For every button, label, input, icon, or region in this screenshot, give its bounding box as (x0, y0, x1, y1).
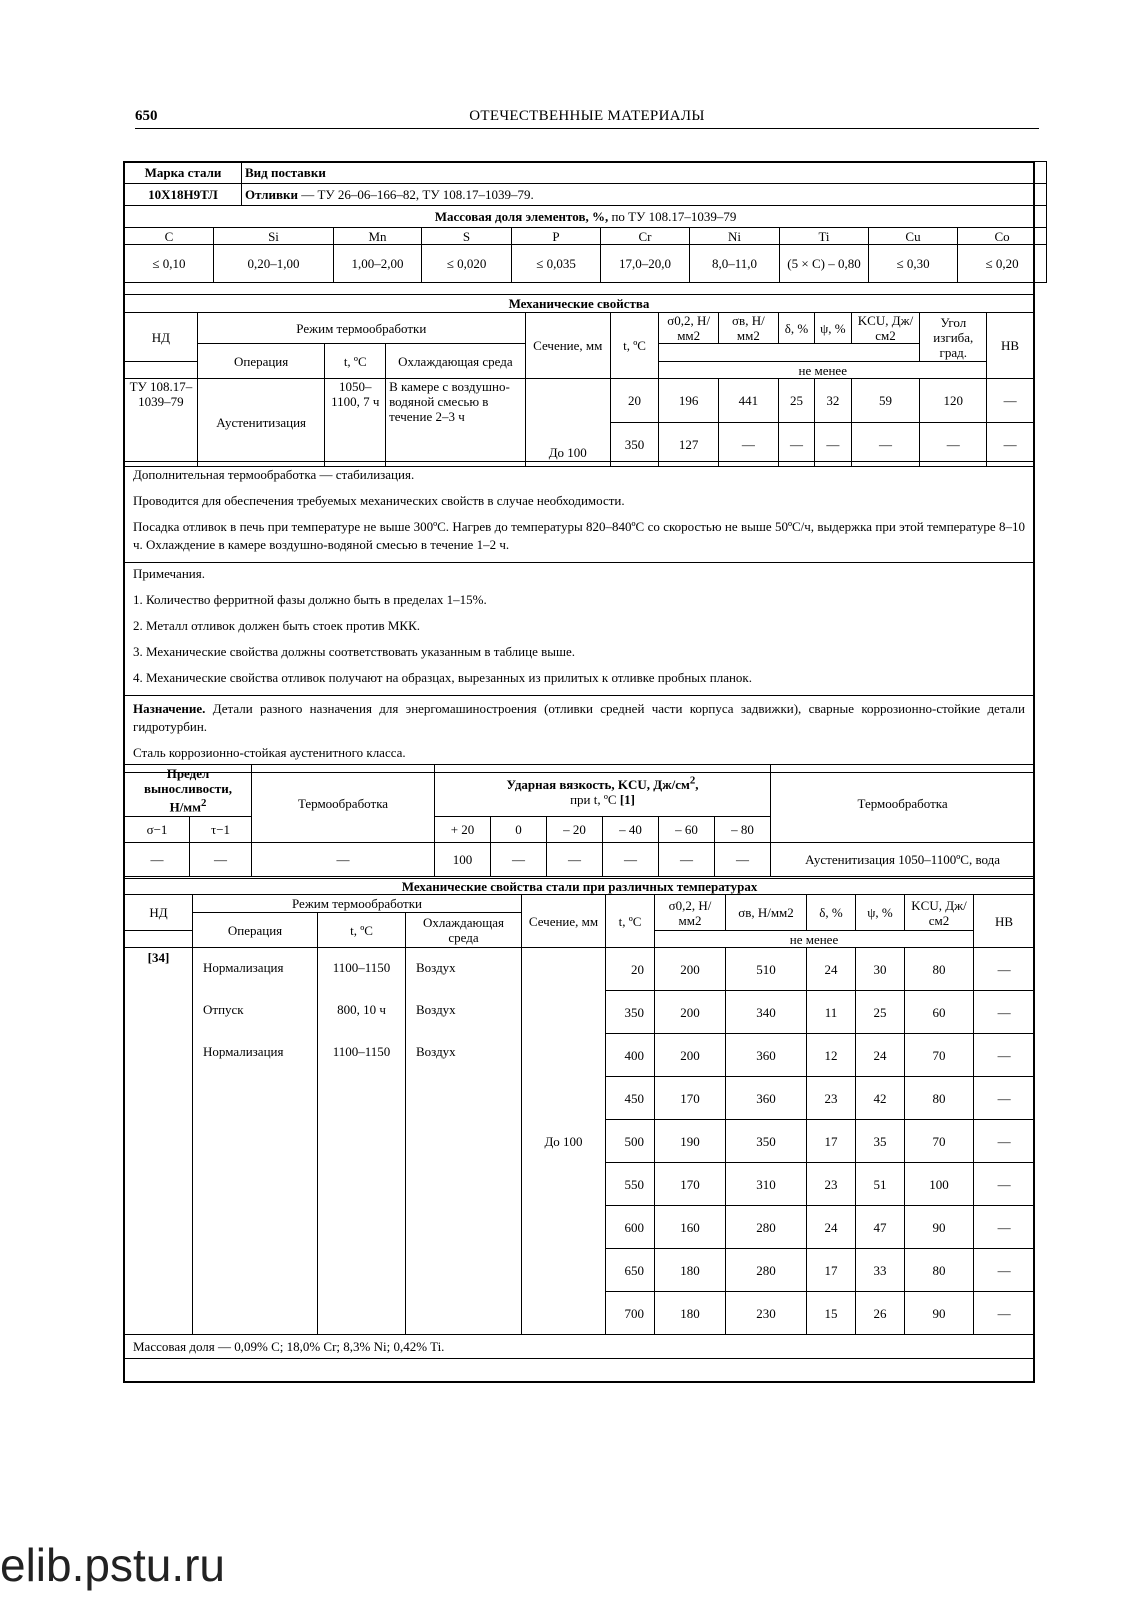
hot-cell: 170 (655, 1163, 726, 1206)
element-s: S (422, 228, 512, 245)
value-co: ≤ 0,20 (958, 245, 1047, 283)
hot-medium: Воздух (416, 1044, 456, 1059)
composition-title: Массовая доля элементов, %, по ТУ 108.17–1039–79 (125, 206, 1047, 228)
fatigue-cell: — (190, 843, 252, 877)
mech-t: 1050–1100, 7 ч (325, 379, 386, 467)
impact-temp: – 80 (715, 817, 771, 843)
hot-cell: 20 (606, 948, 655, 991)
hot-cell: 23 (807, 1163, 856, 1206)
impact-temp: 0 (491, 817, 547, 843)
mech-cell: — (851, 423, 920, 467)
col-temp: t, ºC (606, 895, 655, 948)
col-sv: σв, Н/мм2 (726, 895, 807, 931)
element-ni: Ni (690, 228, 780, 245)
col-mode: Режим термообработки (193, 895, 522, 913)
hot-op: Отпуск (203, 1002, 244, 1017)
hot-cell: 340 (726, 991, 807, 1034)
fatigue-cell: — (252, 843, 435, 877)
hot-cell: 70 (905, 1034, 974, 1077)
note-item: 3. Механические свойства должны соответствовать указанным в таблице выше. (133, 644, 576, 659)
impact-heat-header: Термообработка (771, 765, 1035, 843)
page-header (135, 106, 1039, 129)
mech-cell: 59 (851, 379, 920, 423)
hot-cell: — (974, 991, 1035, 1034)
hot-cell: 360 (726, 1077, 807, 1120)
spacer (659, 344, 920, 362)
hot-cell: 35 (856, 1120, 905, 1163)
hot-cell: — (974, 1163, 1035, 1206)
extra-line: Дополнительная термообработка — стабилизация. (133, 467, 415, 482)
hot-cell: 24 (807, 1206, 856, 1249)
hot-cell: 350 (726, 1120, 807, 1163)
mech-cell: — (815, 423, 851, 467)
extra-treatment (125, 462, 1034, 563)
impact-temp: – 60 (659, 817, 715, 843)
hot-cell: 180 (655, 1249, 726, 1292)
mech-op: Аустенитизация (197, 379, 325, 467)
supply-label: Вид поставки (242, 162, 1047, 184)
mech-cell: 441 (719, 379, 779, 423)
supply-value: Отливки — ТУ 26–06–166–82, ТУ 108.17–1039–79. (242, 184, 1047, 206)
hot-cell: 17 (807, 1249, 856, 1292)
notes-block (125, 563, 1034, 696)
impact-cell: — (603, 843, 659, 877)
hot-t-col (318, 948, 406, 1335)
hot-cell: — (974, 1292, 1035, 1335)
col-section: Сечение, мм (525, 313, 610, 379)
impact-cell: 100 (435, 843, 491, 877)
hot-cell: 100 (905, 1163, 974, 1206)
mech-medium: В камере с воздушно-водяной смесью в течение 2–3 ч (386, 379, 526, 467)
mech-row (125, 379, 1034, 423)
notes-title: Примечания. (133, 566, 205, 581)
element-cr: Cr (601, 228, 690, 245)
hot-cell: 510 (726, 948, 807, 991)
hot-cell: 350 (606, 991, 655, 1034)
hot-t: 800, 10 ч (337, 1002, 386, 1017)
hot-cell: 280 (726, 1249, 807, 1292)
mech-cell: — (719, 423, 779, 467)
col-s02: σ0,2, Н/мм2 (659, 313, 719, 344)
watermark: elib.pstu.ru (0, 1539, 226, 1591)
mech-properties-table (124, 294, 1034, 467)
fatigue-heat-header: Термообработка (252, 765, 435, 843)
impact-cell: — (547, 843, 603, 877)
hot-cell: 30 (856, 948, 905, 991)
col-t: t, ºC (318, 913, 406, 948)
mech-cell: 25 (778, 379, 814, 423)
hot-footer: Массовая доля — 0,09% С; 18,0% Cr; 8,3% Ni; 0,42% Ti. (125, 1335, 1035, 1359)
note-item: 4. Механические свойства отливок получают на образцах, вырезанных из прилитых к отливке пробных планок. (133, 670, 752, 685)
col-op: Операция (197, 344, 325, 379)
hot-cell: 80 (905, 1249, 974, 1292)
note-item: 2. Металл отливок должен быть стоек против МКК. (133, 618, 421, 633)
fatigue-title: Предел выносливости, $Н/мм^2$ (125, 765, 252, 817)
value-cu: ≤ 0,30 (869, 245, 958, 283)
col-nd: НД (125, 895, 193, 931)
hot-cell: 280 (726, 1206, 807, 1249)
running-title: ОТЕЧЕСТВЕННЫЕ МАТЕРИАЛЫ (469, 108, 705, 124)
impact-cell: — (715, 843, 771, 877)
extra-line: Проводится для обеспечения требуемых механических свойств в случае необходимости. (133, 493, 625, 508)
fatigue-cell: — (125, 843, 190, 877)
mech-cell: 350 (610, 423, 659, 467)
purpose-block (125, 696, 1034, 773)
hot-op-col (193, 948, 318, 1335)
hot-title: Механические свойства стали при различных температурах (125, 879, 1035, 895)
hot-cell: 11 (807, 991, 856, 1034)
col-medium: Охлаждающая среда (406, 913, 522, 948)
col-hb: НВ (987, 313, 1034, 379)
impact-title: Ударная вязкость, KCU, $Дж/см^2$, при t, ºC [1] (435, 765, 771, 817)
element-cu: Cu (869, 228, 958, 245)
element-c: C (125, 228, 214, 245)
mech-cell: — (987, 423, 1034, 467)
hot-cell: — (974, 1034, 1035, 1077)
grade-value: 10Х18Н9ТЛ (125, 184, 242, 206)
hot-properties-table (124, 878, 1035, 1359)
fatigue-row (125, 843, 1035, 877)
hot-cell: 24 (856, 1034, 905, 1077)
hot-cell: 230 (726, 1292, 807, 1335)
hot-cell: 25 (856, 991, 905, 1034)
hot-cell: 51 (856, 1163, 905, 1206)
hot-cell: 500 (606, 1120, 655, 1163)
value-cr: 17,0–20,0 (601, 245, 690, 283)
hot-cell: 90 (905, 1206, 974, 1249)
hot-medium: Воздух (416, 1002, 456, 1017)
hot-medium: Воздух (416, 960, 456, 975)
value-p: ≤ 0,035 (512, 245, 601, 283)
value-ni: 8,0–11,0 (690, 245, 780, 283)
hot-section: До 100 (522, 948, 606, 1335)
element-co: Co (958, 228, 1047, 245)
hot-cell: 23 (807, 1077, 856, 1120)
col-kcu: KCU, Дж/см2 (851, 313, 920, 344)
hot-nd: [34] (125, 948, 193, 1335)
hot-cell: 200 (655, 948, 726, 991)
hot-cell: 700 (606, 1292, 655, 1335)
hot-cell: 17 (807, 1120, 856, 1163)
mech-cell: — (920, 423, 987, 467)
col-hb: НВ (974, 895, 1035, 948)
hot-medium-col (406, 948, 522, 1335)
hot-cell: 170 (655, 1077, 726, 1120)
hot-cell: 310 (726, 1163, 807, 1206)
tau-minus1: τ−1 (190, 817, 252, 843)
note-item: 1. Количество ферритной фазы должно быть в пределах 1–15%. (133, 592, 487, 607)
hot-cell: 650 (606, 1249, 655, 1292)
fatigue-impact-table (124, 764, 1035, 877)
col-bend: Угол изгиба, град. (920, 313, 987, 362)
impact-heat-cell: Аустенитизация 1050–1100ºС, вода (771, 843, 1035, 877)
impact-cell: — (491, 843, 547, 877)
value-si: 0,20–1,00 (214, 245, 334, 283)
value-mn: 1,00–2,00 (334, 245, 422, 283)
hot-cell: 47 (856, 1206, 905, 1249)
steel-class: Сталь коррозионно-стойкая аустенитного класса. (133, 745, 406, 760)
col-psi: ψ, % (815, 313, 851, 344)
hot-cell: 160 (655, 1206, 726, 1249)
col-kcu: KCU, Дж/см2 (905, 895, 974, 931)
element-mn: Mn (334, 228, 422, 245)
mech-cell: 32 (815, 379, 851, 423)
element-p: P (512, 228, 601, 245)
mech-cell: 120 (920, 379, 987, 423)
grade-label: Марка стали (125, 162, 242, 184)
hot-cell: 24 (807, 948, 856, 991)
mech-cell: 196 (659, 379, 719, 423)
hot-cell: 180 (655, 1292, 726, 1335)
hot-cell: 70 (905, 1120, 974, 1163)
hot-cell: 42 (856, 1077, 905, 1120)
hot-cell: 200 (655, 991, 726, 1034)
hot-cell: 26 (856, 1292, 905, 1335)
hot-cell: 12 (807, 1034, 856, 1077)
col-delta: δ, % (778, 313, 814, 344)
hot-cell: — (974, 1206, 1035, 1249)
hot-t: 1100–1150 (332, 960, 391, 975)
col-medium: Охлаждающая среда (386, 344, 526, 379)
hot-cell: 80 (905, 948, 974, 991)
element-si: Si (214, 228, 334, 245)
extra-line: Посадка отливок в печь при температуре не выше 300ºС. Нагрев до температуры 820–840ºС со скоростью не выше 50ºС/ч, выдержка при этой температуре 8–10 ч. Охлаждение в камере воздушно-водяной смесью в течение 1–2 ч. (133, 519, 1025, 552)
spacer (125, 362, 198, 379)
hot-cell: 33 (856, 1249, 905, 1292)
hot-cell: 80 (905, 1077, 974, 1120)
col-temp: t, ºC (610, 313, 659, 379)
hot-cell: — (974, 1249, 1035, 1292)
col-nd: НД (125, 313, 198, 362)
impact-temp: – 40 (603, 817, 659, 843)
hot-cell: — (974, 1077, 1035, 1120)
element-header-row (125, 228, 1047, 245)
impact-cell: — (659, 843, 715, 877)
mech-cell: 127 (659, 423, 719, 467)
hot-row (125, 948, 1035, 991)
page-number: 650 (135, 108, 158, 124)
col-mode: Режим термообработки (197, 313, 525, 344)
mech-cell: 20 (610, 379, 659, 423)
not-less-label: не менее (655, 931, 974, 948)
purpose-text: Назначение. Детали разного назначения для энергомашиностроения (отливки средней части корпуса задвижки), сварные коррозионно-стойкие детали гидротурбин. (133, 701, 1025, 734)
hot-op: Нормализация (203, 1044, 284, 1059)
composition-table (124, 161, 1047, 283)
col-delta: δ, % (807, 895, 856, 931)
hot-cell: 60 (905, 991, 974, 1034)
mech-title: Механические свойства (125, 295, 1034, 313)
hot-cell: 550 (606, 1163, 655, 1206)
hot-cell: 450 (606, 1077, 655, 1120)
hot-cell: 360 (726, 1034, 807, 1077)
element-ti: Ti (780, 228, 869, 245)
value-s: ≤ 0,020 (422, 245, 512, 283)
hot-t: 1100–1150 (332, 1044, 391, 1059)
hot-cell: 200 (655, 1034, 726, 1077)
spacer (125, 931, 193, 948)
col-psi: ψ, % (856, 895, 905, 931)
text-sections (124, 461, 1034, 773)
col-op: Операция (193, 913, 318, 948)
col-t: t, ºC (325, 344, 386, 379)
col-s02: σ0,2, Н/мм2 (655, 895, 726, 931)
value-ti: (5 × C) – 0,80 (780, 245, 869, 283)
mech-cell: — (987, 379, 1034, 423)
hot-cell: — (974, 1120, 1035, 1163)
value-c: ≤ 0,10 (125, 245, 214, 283)
sigma-minus1: σ−1 (125, 817, 190, 843)
hot-cell: — (974, 948, 1035, 991)
col-section: Сечение, мм (522, 895, 606, 948)
hot-op: Нормализация (203, 960, 284, 975)
hot-cell: 90 (905, 1292, 974, 1335)
mech-nd: ТУ 108.17–1039–79 (125, 379, 198, 467)
element-value-row (125, 245, 1047, 283)
hot-cell: 15 (807, 1292, 856, 1335)
col-sv: σв, Н/мм2 (719, 313, 779, 344)
hot-cell: 600 (606, 1206, 655, 1249)
impact-temp: – 20 (547, 817, 603, 843)
impact-temp: + 20 (435, 817, 491, 843)
not-less-label: не менее (659, 362, 987, 379)
mech-section: До 100 (525, 379, 610, 467)
mech-cell: — (778, 423, 814, 467)
hot-cell: 400 (606, 1034, 655, 1077)
hot-cell: 190 (655, 1120, 726, 1163)
